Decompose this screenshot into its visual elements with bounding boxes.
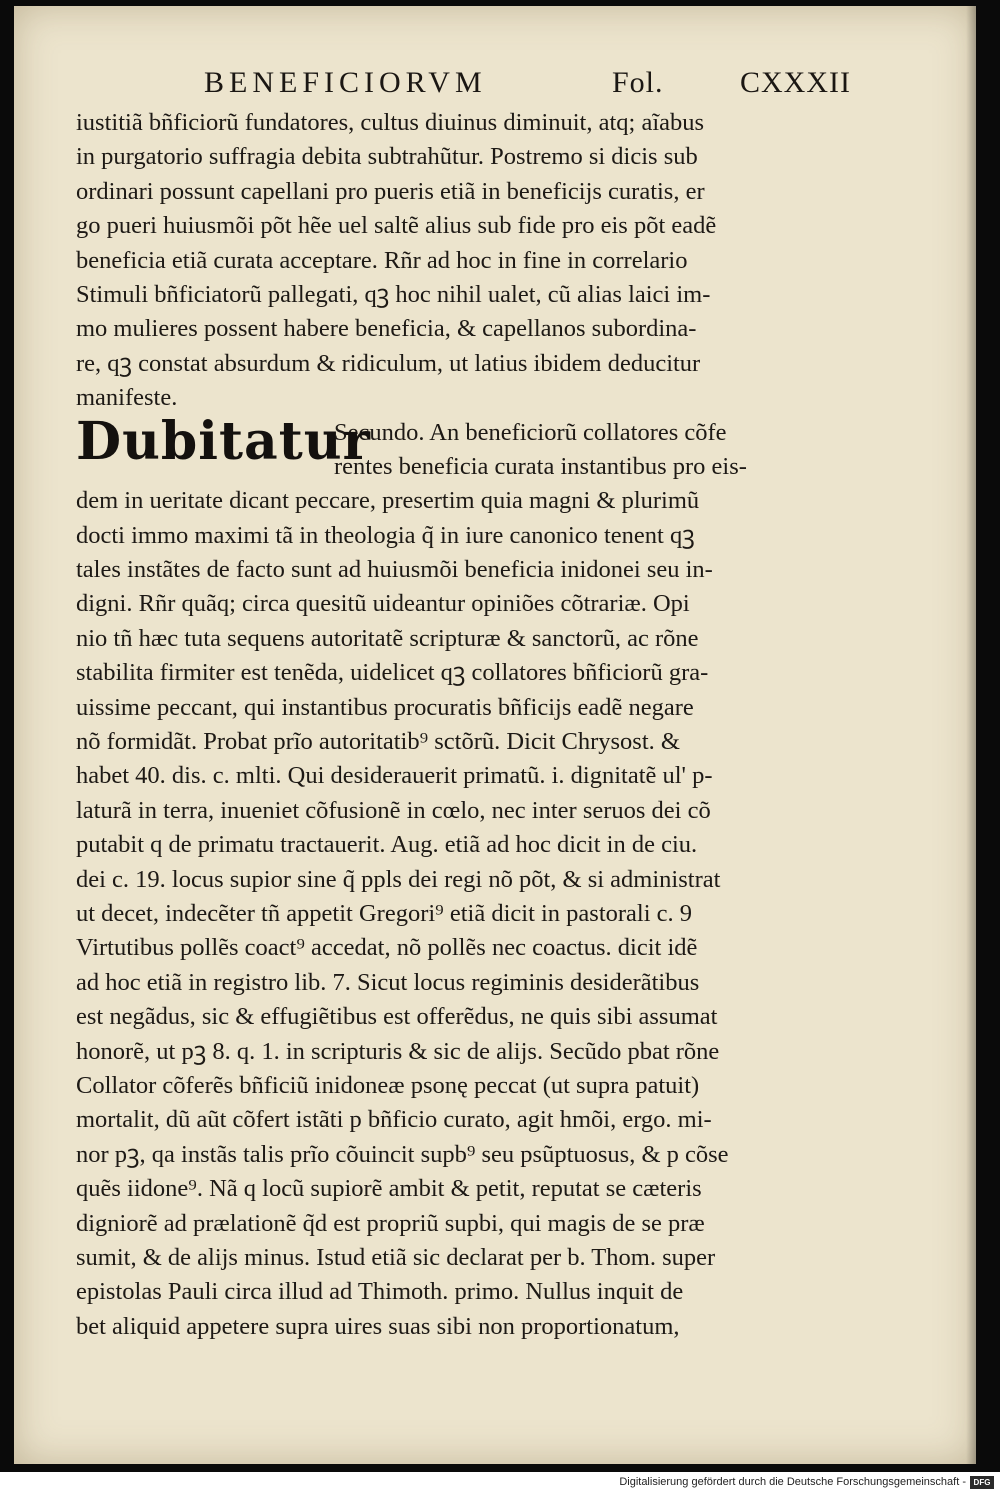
text-line: manifeste. bbox=[76, 384, 178, 412]
text-line: nor pꝫ, qa instãs talis prĩo cõuincit supb⁹ seu psũptuosus, & p cõse bbox=[76, 1140, 729, 1168]
text-line: quẽs iidone⁹. Nã q locũ supiorẽ ambit & petit, reputat se cæteris bbox=[76, 1175, 702, 1203]
text-line: re, qꝫ constat absurdum & ridiculum, ut latius ibidem deducitur bbox=[76, 349, 701, 377]
book-page bbox=[14, 6, 976, 1464]
text-line: honorẽ, ut pꝫ 8. q. 1. in scripturis & sic de alijs. Secũdo pbat rõne bbox=[76, 1037, 720, 1065]
folio-number: CXXXII bbox=[740, 66, 851, 99]
text-line: laturã in terra, inueniet cõfusionẽ in cœlo, nec inter seruos dei cõ bbox=[76, 796, 711, 824]
text-line: iustitiã bñficiorũ fundatores, cultus diuinus diminuit, atq; aĩabus bbox=[76, 109, 705, 136]
text-line: Collator cõferẽs bñficiũ inidoneæ psonę peccat (ut supra patuit) bbox=[76, 1071, 700, 1099]
initial-word-dubitatur: Dubitatur bbox=[76, 411, 371, 472]
text-line: Stimuli bñficiatorũ pallegati, qꝫ hoc nihil ualet, cũ alias laici im- bbox=[76, 280, 711, 308]
text-line: mo mulieres possent habere beneficia, & capellanos subordina- bbox=[76, 315, 697, 343]
text-line: ad hoc etiã in registro lib. 7. Sicut locus regiminis desiderãtibus bbox=[76, 968, 700, 996]
text-line: sumit, & de alijs minus. Istud etiã sic declarat per b. Thom. super bbox=[76, 1243, 716, 1271]
text-line: putabit q de primatu tractauerit. Aug. etiã ad hoc dicit in de ciu. bbox=[76, 831, 698, 859]
text-line: epistolas Pauli circa illud ad Thimoth. primo. Nullus inquit de bbox=[76, 1278, 684, 1306]
text-line: nio tñ hæc tuta sequens autoritatẽ scripturæ & sanctorũ, ac rõne bbox=[76, 624, 699, 652]
body-text bbox=[76, 106, 856, 1344]
text-line: uissime peccant, qui instantibus procuratis bñficijs eadẽ negare bbox=[76, 693, 694, 721]
text-line: est negãdus, sic & effugiẽtibus est offerẽdus, ne quis sibi assumat bbox=[76, 1003, 718, 1031]
text-line: dem in ueritate dicant peccare, presertim quia magni & plurimũ bbox=[76, 487, 700, 515]
text-line: digniorẽ ad prælationẽ q̃d est propriũ supbi, qui magis de se præ bbox=[76, 1209, 705, 1237]
text-line: digni. Rñr quãq; circa quesitũ uideantur opiniões cõtrariæ. Opi bbox=[76, 590, 690, 618]
text-line: in purgatorio suffragia debita subtrahũtur. Postremo si dicis sub bbox=[76, 143, 698, 171]
text-line: Virtutibus pollẽs coact⁹ accedat, nõ pollẽs nec coactus. dicit idẽ bbox=[76, 934, 698, 962]
text-line: bet aliquid appetere supra uires suas sibi non proportionatum, bbox=[76, 1312, 680, 1340]
page-edge-shadow bbox=[966, 6, 976, 1464]
text-line: ordinari possunt capellani pro pueris etiã in beneficijs curatis, er bbox=[76, 177, 705, 205]
text-line: ut decet, indecẽter tñ appetit Gregori⁹ etiã dicit in pastorali c. 9 bbox=[76, 899, 693, 927]
text-line: tales instãtes de facto sunt ad huiusmõi beneficia inidonei seu in- bbox=[76, 556, 713, 584]
text-line: mortalit, dũ aũt cõfert istãti p bñficio curato, agit hmõi, ergo. mi- bbox=[76, 1106, 712, 1134]
running-title: BENEFICIORVM bbox=[204, 66, 487, 99]
text-line: beneficia etiã curata acceptare. Rñr ad hoc in fine in correlario bbox=[76, 246, 688, 274]
digitization-footer bbox=[0, 1472, 1000, 1494]
funding-note: Digitalisierung gefördert durch die Deutsche Forschungsgemeinschaft - bbox=[619, 1476, 966, 1488]
text-line: rentes beneficia curata instantibus pro eis- bbox=[334, 452, 747, 480]
text-line: stabilita firmiter est tenẽda, uidelicet qꝫ collatores bñficiorũ gra- bbox=[76, 659, 709, 687]
text-line: habet 40. dis. c. mlti. Qui desiderauerit primatũ. i. dignitatẽ ul' p- bbox=[76, 762, 713, 790]
page-header bbox=[204, 66, 854, 102]
folio-label: Fol. bbox=[612, 66, 664, 99]
dfg-logo: DFG bbox=[970, 1476, 994, 1489]
text-line: Secundo. An beneficiorũ collatores cõfe bbox=[334, 418, 727, 446]
text-line: nõ formidãt. Probat prĩo autoritatib⁹ sctõrũ. Dicit Chrysost. & bbox=[76, 728, 680, 756]
text-line: dei c. 19. locus supior sine q̃ ppls dei regi nõ põt, & si administrat bbox=[76, 865, 721, 893]
text-line: go pueri huiusmõi põt hẽe uel saltẽ alius sub fide pro eis põt eadẽ bbox=[76, 212, 717, 240]
text-line: docti immo maximi tã in theologia q̃ in iure canonico tenent qꝫ bbox=[76, 521, 695, 549]
